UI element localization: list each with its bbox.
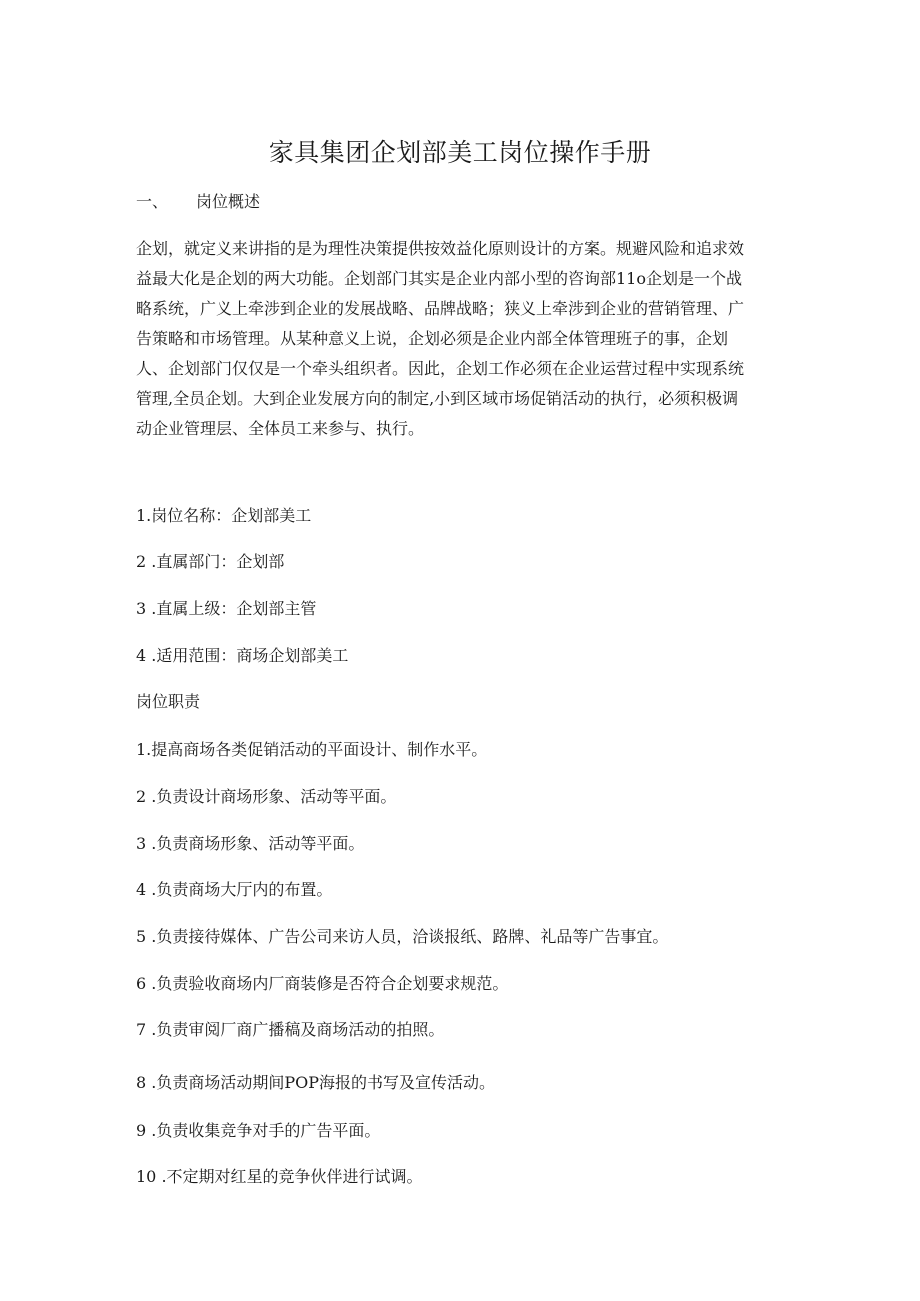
duty-item: 1.提高商场各类促销活动的平面设计、制作水平。: [136, 740, 488, 759]
scope-item: 4 .适用范围：商场企划部美工: [136, 646, 349, 665]
section-number: 一、: [136, 192, 169, 211]
section-heading-overview: [136, 190, 260, 214]
duty-item: 4 .负责商场大厅内的布置。: [136, 880, 333, 899]
duties-heading: 岗位职责: [136, 692, 201, 711]
department-item: 2 .直属部门：企划部: [136, 552, 285, 571]
position-name-item: 1.岗位名称：企划部美工: [136, 506, 312, 525]
supervisor-item: 3 .直属上级：企划部主管: [136, 599, 317, 618]
duty-item: 3 .负责商场形象、活动等平面。: [136, 834, 365, 853]
duty-item: 10 .不定期对红星的竞争伙伴进行试调。: [136, 1167, 423, 1186]
duty-item: 7 .负责审阅厂商广播稿及商场活动的拍照。: [136, 1020, 445, 1039]
intro-line: 益最大化是企划的两大功能。企划部门其实是企业内部小型的咨询部11o企划是一个战: [136, 269, 742, 288]
intro-line: 略系统，广义上牵涉到企业的发展战略、品牌战略；狭义上牵涉到企业的营销管理、广: [136, 299, 745, 318]
duty-item: 2 .负责设计商场形象、活动等平面。: [136, 787, 397, 806]
section-heading-text: 岗位概述: [196, 192, 261, 211]
intro-paragraph: [136, 234, 786, 444]
duty-item: 8 .负责商场活动期间POP海报的书写及宣传活动。: [136, 1073, 496, 1092]
document-title: 家具集团企划部美工岗位操作手册: [268, 138, 652, 167]
intro-line: 人、企划部门仅仅是一个牵头组织者。因此，企划工作必须在企业运营过程中实现系统: [136, 359, 745, 378]
duty-item: 9 .负责收集竞争对手的广告平面。: [136, 1121, 381, 1140]
intro-line: 动企业管理层、全体员工来参与、执行。: [136, 419, 425, 438]
intro-line: 企划，就定义来讲指的是为理性决策提供按效益化原则设计的方案。规避风险和追求效: [136, 239, 745, 258]
intro-line: 管理,全员企划。大到企业发展方向的制定,小到区域市场促销活动的执行，必须积极调: [136, 389, 739, 408]
duty-item: 5 .负责接待媒体、广告公司来访人员，洽谈报纸、路牌、礼品等广告事宜。: [136, 927, 669, 946]
duty-item: 6 .负责验收商场内厂商装修是否符合企划要求规范。: [136, 974, 509, 993]
intro-line: 告策略和市场管理。从某种意义上说，企划必须是企业内部全体管理班子的事，企划: [136, 329, 729, 348]
